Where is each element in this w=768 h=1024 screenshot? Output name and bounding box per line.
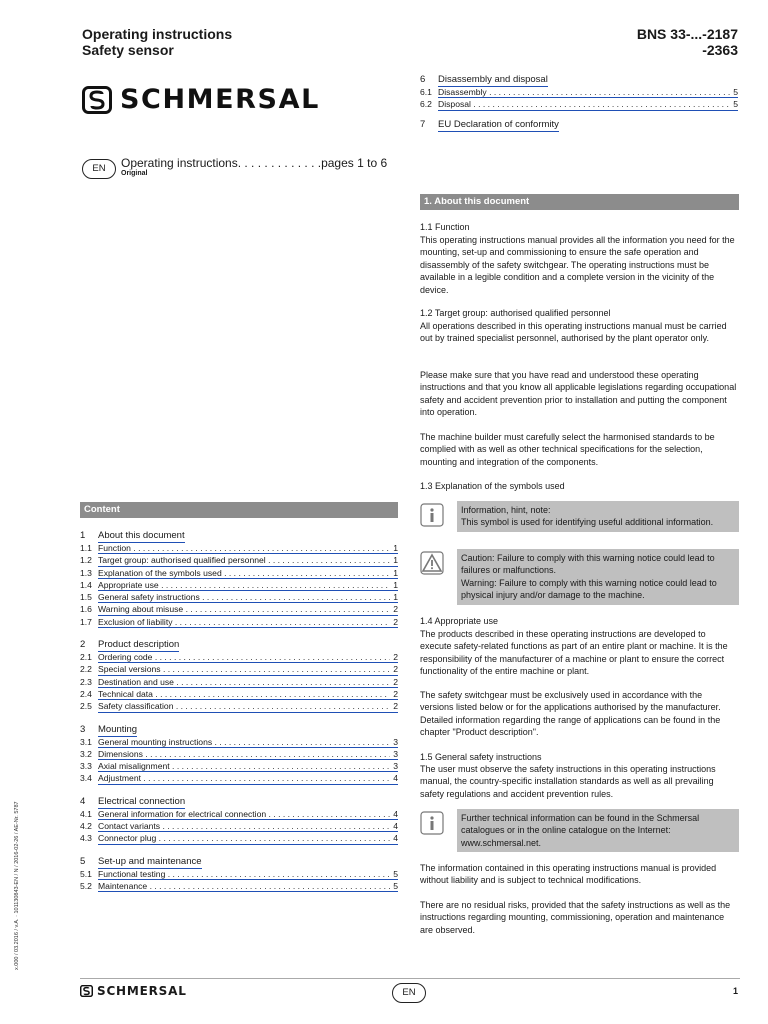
toc-entry-title: Disassembly . . . — [438, 86, 730, 98]
toc-entry[interactable] — [80, 554, 398, 566]
toc-entry-title: Explanation of the symbols used . . . — [98, 567, 390, 579]
toc-entry[interactable] — [420, 98, 738, 110]
appropriate-use-heading: 1.4 Appropriate use — [420, 616, 499, 626]
toc-entry-number: 4.1 — [80, 808, 92, 819]
toc-entry-page: 5 — [733, 87, 738, 97]
toc-entry-page: 1 — [393, 579, 398, 590]
toc-entry-number: 3.4 — [80, 773, 92, 784]
toc-entry-page: 3 — [393, 736, 398, 747]
toc-entry-title: Axial misalignment . . . — [98, 760, 390, 772]
toc-entry-title: Ordering code . . . — [98, 651, 390, 663]
info-icon — [420, 811, 444, 835]
right-toc — [420, 73, 740, 131]
toc-entry-title: General mounting instructions . . . — [98, 736, 390, 748]
toc-section-number: 3 — [80, 723, 86, 735]
toc-entry[interactable] — [80, 616, 398, 628]
toc-entry-number: 6.1 — [420, 87, 432, 97]
toc-section-5[interactable] — [80, 855, 398, 868]
toc-entry-number: 2.4 — [80, 688, 92, 699]
toc-entry-title: Dimensions . . . — [98, 748, 390, 760]
toc-entry-title: Warning about misuse . . . — [98, 603, 390, 615]
toc-section-3[interactable] — [80, 723, 398, 736]
toc-entry-page: 4 — [393, 833, 398, 844]
doc-title — [82, 26, 232, 58]
toc-entry-title: Adjustment . . . — [98, 772, 390, 784]
toc-entry-number: 3.3 — [80, 761, 92, 772]
toc-section-number: 4 — [80, 795, 86, 807]
general-safety-paragraph: The user must observe the safety instructions in this operating instructions manual, the country-specific installation standards as well as all prevailing safety regulations and accident prevention rules. — [420, 764, 716, 799]
info-icon — [420, 503, 444, 527]
info-note-text: This symbol is used for identifying useful additional information. — [461, 517, 714, 528]
toc-section-title: Set-up and maintenance — [98, 855, 202, 867]
doc-title-line1: Operating instructions — [82, 26, 233, 42]
page-number: 1 — [732, 986, 738, 996]
toc-section-4[interactable] — [80, 795, 398, 808]
toc-section-7[interactable] — [420, 118, 740, 131]
toc-section-number: 6 — [420, 74, 426, 85]
toc-entry-page: 1 — [393, 543, 398, 553]
toc-section-title: Disassembly and disposal — [438, 74, 548, 85]
schmersal-logo-icon — [82, 86, 112, 114]
toc-section-title: Electrical connection — [98, 795, 186, 807]
toc-entry-number: 4.2 — [80, 821, 92, 832]
toc-entry-page: 2 — [393, 616, 398, 627]
toc-entry[interactable] — [80, 591, 398, 603]
schmersal-logo — [82, 84, 320, 115]
toc-entry[interactable] — [80, 772, 398, 784]
toc-entry-page: 2 — [393, 664, 398, 675]
toc-entry-underline — [98, 891, 398, 892]
toc-entry-page: 5 — [393, 880, 398, 891]
toc-section-number: 5 — [80, 855, 86, 867]
warning-icon — [420, 551, 444, 575]
toc-entry[interactable] — [80, 748, 398, 760]
toc-entry-page: 5 — [733, 99, 738, 110]
toc-entry-page: 4 — [393, 821, 398, 832]
warning-text: Warning: Failure to comply with this warning notice could lead to physical injury and/or damage to the machine. — [461, 577, 717, 601]
function-heading: 1.1 Function — [420, 222, 470, 232]
toc-section-2[interactable] — [80, 638, 398, 651]
toc-entry-number: 3.1 — [80, 736, 92, 747]
toc-section-number: 2 — [80, 639, 86, 651]
exclusive-use-paragraph: The safety switchgear must be exclusively used in accordance with the versions listed below or for the applications authorised by the manufacturer. Detailed information regarding the range of applications can be found in the chapter "Product description". — [420, 690, 721, 738]
toc-entry-title: Exclusion of liability . . . — [98, 616, 390, 628]
toc-entry-title: Disposal . . . — [438, 98, 730, 110]
toc-entry-number: 2.3 — [80, 676, 92, 687]
language-label: Operating instructions. . . . . . . . . . . . .pages 1 to 6 — [121, 156, 388, 170]
content-bar: Content — [80, 502, 398, 518]
model-number-line2: -2363 — [702, 42, 738, 58]
info-note-title: Information, hint, note: — [461, 505, 551, 515]
table-of-contents — [80, 529, 398, 902]
footer-logo-wordmark: SCHMERSAL — [97, 984, 187, 998]
original-label: Original — [121, 170, 148, 177]
model-number-line1: BNS 33-...-2187 — [636, 26, 738, 42]
toc-section-title: Product description — [98, 639, 180, 651]
toc-entry-title: Destination and use . . . — [98, 676, 390, 688]
toc-entry-title: Maintenance . . . — [98, 880, 390, 892]
toc-entry[interactable] — [420, 86, 738, 98]
toc-entry-number: 1.7 — [80, 616, 92, 627]
toc-entry-title: General safety instructions . . . — [98, 591, 390, 603]
toc-entry-number: 6.2 — [420, 99, 432, 110]
toc-entry-number: 4.3 — [80, 833, 92, 844]
toc-section-title: EU Declaration of conformity — [438, 118, 559, 130]
toc-section-6-items — [420, 86, 740, 111]
toc-entry-title: Safety classification . . . — [98, 700, 390, 712]
toc-entry-underline — [98, 712, 398, 713]
footer-rule — [80, 978, 740, 979]
toc-entry-underline — [438, 110, 738, 111]
toc-entry-underline — [98, 784, 398, 785]
toc-spacer — [80, 892, 398, 902]
toc-entry[interactable] — [80, 663, 398, 675]
toc-entry-title: Connector plug . . . — [98, 832, 390, 844]
toc-entry-page: 2 — [393, 688, 398, 699]
toc-entry-page: 2 — [393, 701, 398, 712]
toc-entry-page: 2 — [393, 652, 398, 663]
toc-entry-title: Function . . . — [98, 542, 390, 554]
toc-entry-number: 1.2 — [80, 555, 92, 566]
toc-entry-number: 2.1 — [80, 652, 92, 663]
toc-entry-underline — [98, 844, 398, 845]
toc-entry-title: Technical data . . . — [98, 688, 390, 700]
toc-section-1[interactable] — [80, 529, 398, 542]
toc-spacer — [80, 845, 398, 855]
toc-entry-page: 1 — [393, 592, 398, 603]
toc-entry-page: 1 — [393, 567, 398, 578]
toc-section-6[interactable] — [420, 73, 740, 86]
toc-entry-page: 5 — [393, 868, 398, 879]
toc-entry-title: Contact variants . . . — [98, 820, 390, 832]
footer-logo — [80, 984, 187, 998]
toc-section-number: 1 — [80, 530, 86, 541]
language-badge: EN — [82, 159, 116, 179]
toc-entry-number: 5.2 — [80, 880, 92, 891]
toc-entry-number: 1.4 — [80, 579, 92, 590]
toc-entry-number: 1.6 — [80, 604, 92, 615]
toc-entry-number: 1.1 — [80, 543, 92, 553]
toc-entry[interactable] — [80, 700, 398, 712]
toc-entry[interactable] — [80, 579, 398, 591]
read-instructions-paragraph: Please make sure that you have read and understood these operating instructions and that you know all applicable legislations regarding occupational safety and accident prevention prior to installation and putting the component into operation. — [420, 370, 737, 418]
toc-entry-title: Target group: authorised qualified personnel . . . — [98, 554, 390, 566]
toc-entry-number: 5.1 — [80, 868, 92, 879]
toc-entry-number: 2.5 — [80, 701, 92, 712]
toc-spacer — [80, 628, 398, 638]
residual-risks-paragraph: There are no residual risks, provided that the safety instructions as well as the instructions regarding mounting, commissioning, operation and maintenance are observed. — [420, 900, 731, 935]
appropriate-use-paragraph: The products described in these operating instructions are developed to execute safety-related functions as part of an entire plant or machine. It is the responsibility of the manufacturer of a machine or plant to ensure the correct functionality of the entire machine or plant. — [420, 629, 728, 677]
toc-entry[interactable] — [80, 808, 398, 820]
schmersal-logo-icon — [80, 985, 93, 997]
toc-entry[interactable] — [80, 542, 398, 554]
toc-entry-title: Functional testing . . . — [98, 868, 390, 880]
toc-entry-title: General information for electrical connection . . . — [98, 808, 390, 820]
logo-wordmark: SCHMERSAL — [120, 84, 320, 115]
doc-title-line2: Safety sensor — [82, 42, 174, 58]
toc-section-title: Mounting — [98, 723, 138, 735]
toc-entry[interactable] — [80, 676, 398, 688]
toc-entry[interactable] — [80, 567, 398, 579]
toc-entry[interactable] — [80, 820, 398, 832]
toc-entry[interactable] — [80, 651, 398, 663]
info-note — [457, 501, 739, 532]
toc-spacer — [80, 713, 398, 723]
toc-entry[interactable] — [80, 603, 398, 615]
symbols-heading: 1.3 Explanation of the symbols used — [420, 481, 565, 491]
function-paragraph: This operating instructions manual provides all the information you need for the mounting, set-up and commissioning to ensure the safe operation and disassembly of the safety switchgear. The operating instructions must be available in a legible condition and a complete version in the vicinity of the device. — [420, 235, 735, 295]
about-section-bar: 1. About this document — [420, 194, 739, 210]
toc-entry-page: 4 — [393, 808, 398, 819]
toc-entry-page: 2 — [393, 604, 398, 615]
toc-entry-page: 2 — [393, 676, 398, 687]
toc-entry[interactable] — [80, 832, 398, 844]
warning-note — [457, 549, 739, 605]
toc-section-title: About this document — [98, 530, 185, 541]
general-safety-heading: 1.5 General safety instructions — [420, 752, 542, 762]
liability-paragraph: The information contained in this operating instructions manual is provided without liability and is subject to technical modifications. — [420, 863, 717, 886]
toc-entry[interactable] — [80, 880, 398, 892]
toc-entry[interactable] — [80, 736, 398, 748]
toc-entry-page: 3 — [393, 748, 398, 759]
document-code: x.000 / 03.2016 / v.A. · 101130843-EN / N / 2016-02-26 / AE-Nr. 5787 — [14, 801, 20, 970]
toc-entry-title: Appropriate use . . . — [98, 579, 390, 591]
toc-entry[interactable] — [80, 688, 398, 700]
target-group-heading: 1.2 Target group: authorised qualified personnel — [420, 308, 611, 318]
toc-entry-underline — [98, 627, 398, 628]
toc-section-number: 7 — [420, 118, 426, 130]
toc-entry-number: 1.5 — [80, 592, 92, 603]
catalogue-note: Further technical information can be found in the Schmersal catalogues or in the online catalogue on the Internet: www.schmersal.net. — [457, 809, 739, 852]
toc-entry[interactable] — [80, 760, 398, 772]
toc-spacer — [80, 785, 398, 795]
toc-entry-page: 4 — [393, 773, 398, 784]
model-number — [637, 26, 738, 58]
toc-entry-number: 3.2 — [80, 748, 92, 759]
caution-text: Caution: Failure to comply with this warning notice could lead to failures or malfunctions. — [461, 553, 715, 576]
toc-entry-number: 1.3 — [80, 567, 92, 578]
toc-entry-page: 1 — [393, 555, 398, 566]
standards-paragraph: The machine builder must carefully select the harmonised standards to be complied with as well as other technical specifications for the selection, mounting and integration of the components. — [420, 432, 715, 467]
toc-entry-page: 3 — [393, 761, 398, 772]
footer-language-badge: EN — [392, 983, 426, 1003]
toc-entry[interactable] — [80, 868, 398, 880]
toc-entry-title: Special versions . . . — [98, 663, 390, 675]
toc-entry-number: 2.2 — [80, 664, 92, 675]
target-group-paragraph: All operations described in this operating instructions manual must be carried out by trained specialist personnel, authorised by the plant operator only. — [420, 321, 727, 344]
